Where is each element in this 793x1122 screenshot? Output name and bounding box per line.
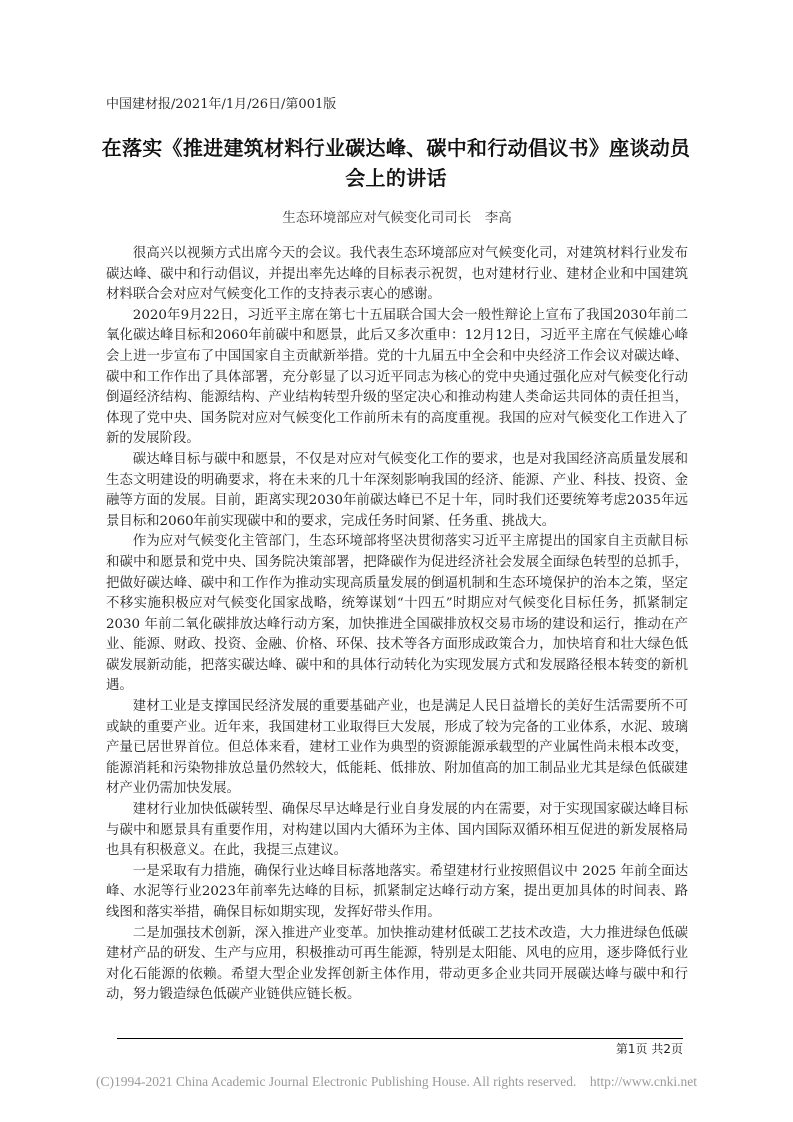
paragraph: 2020年9月22日，习近平主席在第七十五届联合国大会一般性辩论上宣布了我国2030年前二氧化碳达峰目标和2060年前碳中和愿景，此后又多次重申：12月12日，习近平主席在气候雄心峰会上进一步宣布了中国国家自主贡献新举措。党的十九届五中全会和中央经济工作会议对碳达峰、碳中和工作作出了具体部署，充分彰显了以习近平同志为核心的党中央通过强化应对气候变化行动倒逼经济结构、能源结构、产业结构转型升级的坚定决心和推动构建人类命运共同体的责任担当，体现了党中央、国务院对应对气候变化工作前所未有的高度重视。我国的应对气候变化工作进入了新的发展阶段。 (106, 307, 688, 447)
article-body (106, 244, 688, 1006)
paragraph: 二是加强技术创新，深入推进产业变革。加快推动建材低碳工艺技术改造，大力推进绿色低碳建材产品的研发、生产与应用，积极推动可再生能源，特别是太阳能、风电的应用，逐步降低行业对化石能源的依赖。希望大型企业发挥创新主体作用，带动更多企业共同开展碳达峰与碳中和行动，努力锻造绿色低碳产业链供应链长板。 (106, 925, 688, 1003)
article-author: 生态环境部应对气候变化司司长 李高 (282, 210, 512, 226)
publication-source: 中国建材报/2021年/1月/26日/第001版 (106, 97, 337, 112)
copyright-notice: (C)1994-2021 China Academic Journal Electronic Publishing House. All rights reserved. http://www.cnki.net (96, 1074, 697, 1089)
paragraph: 建材工业是支撑国民经济发展的重要基础产业，也是满足人民日益增长的美好生活需要所不可或缺的重要产业。近年来，我国建材工业取得巨大发展，形成了较为完备的工业体系，水泥、玻璃产量已居世界首位。但总体来看，建材工业作为典型的资源能源承载型的产业属性尚未根本改变，能源消耗和污染物排放总量仍然较大，低能耗、低排放、附加值高的加工制品业尤其是绿色低碳建材产业仍需加快发展。 (106, 699, 688, 797)
paragraph: 很高兴以视频方式出席今天的会议。我代表生态环境部应对气候变化司，对建筑材料行业发布碳达峰、碳中和行动倡议，并提出率先达峰的目标表示祝贺，也对建材行业、建材企业和中国建筑材料联合会对应对气候变化工作的支持表示衷心的感谢。 (106, 246, 688, 303)
paragraph: 一是采取有力措施，确保行业达峰目标落地落实。希望建材行业按照倡议中 2025 年前全面达峰、水泥等行业2023年前率先达峰的目标，抓紧制定达峰行动方案，提出更加具体的时间表、路线图和落实举措，确保目标如期实现，发挥好带头作用。 (106, 863, 688, 920)
footer-divider (117, 1038, 683, 1039)
page-indicator: 第1页 共2页 (615, 1042, 683, 1056)
paragraph: 碳达峰目标与碳中和愿景，不仅是对应对气候变化工作的要求，也是对我国经济高质量发展和生态文明建设的明确要求，将在未来的几十年深刻影响我国的经济、能源、产业、科技、投资、金融等方面的发展。目前，距离实现2030年前碳达峰已不足十年，同时我们还要统筹考虑2035年远景目标和2060年前实现碳中和的要求，完成任务时间紧、任务重、挑战大。 (106, 451, 688, 529)
paragraph: 建材行业加快低碳转型、确保尽早达峰是行业自身发展的内在需要，对于实现国家碳达峰目标与碳中和愿景具有重要作用，对构建以国内大循环为主体、国内国际双循环相互促进的新发展格局也具有积极意义。在此，我提三点建议。 (106, 802, 688, 859)
article-title: 在落实《推进建筑材料行业碳达峰、碳中和行动倡议书》座谈动员会上的讲话 (101, 136, 691, 190)
paragraph: 作为应对气候变化主管部门，生态环境部将坚决贯彻落实习近平主席提出的国家自主贡献目标和碳中和愿景和党中央、国务院决策部署，把降碳作为促进经济社会发展全面绿色转型的总抓手，把做好碳达峰、碳中和工作作为推动实现高质量发展的倒逼机制和生态环境保护的治本之策，坚定不移实施积极应对气候变化国家战略，统筹谋划“十四五”时期应对气候变化目标任务，抓紧制定 2030 年前二氧化碳排放达峰行动方案，加快推进全国碳排放权交易市场的建设和运行，推动在产业、能源、财政、投资、金融、价格、环保、技术等各方面形成政策合力，加快培育和壮大绿色低碳发展新动能，把落实碳达峰、碳中和的具体行动转化为实现发展方式和发展路径根本转变的新机遇。 (106, 534, 688, 694)
